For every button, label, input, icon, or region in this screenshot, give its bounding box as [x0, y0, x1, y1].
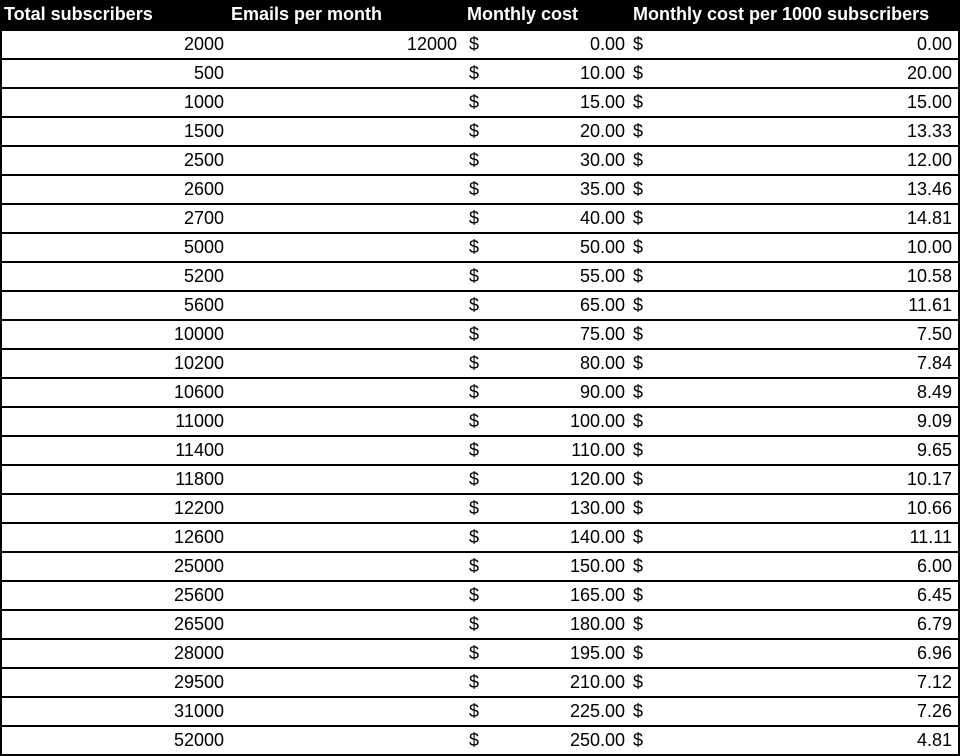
cell-monthly-cost: 150.00	[569, 556, 625, 576]
cell-total-subscribers: 12600	[173, 527, 224, 547]
cell-cost-per-1000: 8.49	[916, 382, 952, 402]
cell-monthly-cost: 40.00	[579, 208, 625, 228]
table-row	[2, 377, 958, 406]
cell-cost-per-1000-currency: $	[633, 208, 644, 228]
cell-cost-per-1000-currency: $	[633, 614, 644, 634]
cell-total-subscribers: 1000	[183, 92, 224, 112]
cell-total-subscribers: 2700	[183, 208, 224, 228]
table-row	[2, 725, 958, 756]
cell-cost-per-1000: 0.00	[916, 34, 952, 54]
cell-monthly-cost: 55.00	[579, 266, 625, 286]
cell-total-subscribers: 10200	[173, 353, 224, 373]
cell-cost-per-1000: 7.26	[916, 701, 952, 721]
cell-cost-per-1000-currency: $	[633, 353, 644, 373]
cell-monthly-cost: 225.00	[569, 701, 625, 721]
cell-monthly-cost: 130.00	[569, 498, 625, 518]
cell-monthly-cost: 0.00	[589, 34, 625, 54]
table-row	[2, 319, 958, 348]
cell-cost-per-1000: 7.12	[916, 672, 952, 692]
table-row	[2, 435, 958, 464]
cell-monthly-cost-currency: $	[469, 643, 480, 663]
cell-monthly-cost-currency: $	[469, 411, 480, 431]
cell-cost-per-1000: 13.46	[906, 179, 952, 199]
cell-monthly-cost-currency: $	[469, 701, 480, 721]
cell-cost-per-1000: 12.00	[906, 150, 952, 170]
table-row	[2, 348, 958, 377]
cell-total-subscribers: 5600	[183, 295, 224, 315]
cell-cost-per-1000: 10.00	[906, 237, 952, 257]
cell-total-subscribers: 2500	[183, 150, 224, 170]
cell-cost-per-1000: 11.61	[908, 295, 952, 315]
cell-total-subscribers: 10000	[173, 324, 224, 344]
cell-monthly-cost-currency: $	[469, 382, 480, 402]
table-row	[2, 29, 958, 58]
cell-monthly-cost-currency: $	[469, 179, 480, 199]
cell-monthly-cost: 250.00	[569, 730, 625, 750]
cell-total-subscribers: 5200	[183, 266, 224, 286]
cell-monthly-cost-currency: $	[469, 585, 480, 605]
cell-total-subscribers: 12200	[173, 498, 224, 518]
cell-cost-per-1000-currency: $	[633, 150, 644, 170]
cell-total-subscribers: 11800	[175, 469, 224, 489]
cell-cost-per-1000-currency: $	[633, 382, 644, 402]
table-row	[2, 493, 958, 522]
table-row	[2, 580, 958, 609]
cell-total-subscribers: 28000	[173, 643, 224, 663]
cell-cost-per-1000-currency: $	[633, 730, 644, 750]
header-total-subscribers: Total subscribers	[4, 4, 153, 24]
cell-total-subscribers: 5000	[183, 237, 224, 257]
cell-cost-per-1000-currency: $	[633, 643, 644, 663]
cell-monthly-cost: 180.00	[569, 614, 625, 634]
cell-monthly-cost: 30.00	[579, 150, 625, 170]
cell-monthly-cost-currency: $	[469, 353, 480, 373]
cell-total-subscribers: 25000	[173, 556, 224, 576]
cell-total-subscribers: 25600	[173, 585, 224, 605]
cell-monthly-cost-currency: $	[469, 672, 480, 692]
table-row	[2, 116, 958, 145]
cell-cost-per-1000-currency: $	[633, 324, 644, 344]
cell-monthly-cost: 10.00	[579, 63, 625, 83]
header-monthly-cost: Monthly cost	[467, 4, 578, 24]
cell-cost-per-1000: 10.66	[906, 498, 952, 518]
cell-total-subscribers: 1500	[183, 121, 224, 141]
cell-monthly-cost: 210.00	[569, 672, 625, 692]
cell-cost-per-1000: 6.96	[916, 643, 952, 663]
table-row	[2, 145, 958, 174]
table-row	[2, 696, 958, 725]
cell-cost-per-1000-currency: $	[633, 92, 644, 112]
header-monthly-cost-per-1000: Monthly cost per 1000 subscribers	[633, 4, 930, 24]
cell-total-subscribers: 29500	[173, 672, 224, 692]
cell-monthly-cost: 50.00	[579, 237, 625, 257]
cell-monthly-cost-currency: $	[469, 34, 480, 54]
cell-monthly-cost: 80.00	[579, 353, 625, 373]
cell-cost-per-1000: 7.84	[916, 353, 952, 373]
cell-cost-per-1000-currency: $	[633, 295, 644, 315]
cell-monthly-cost-currency: $	[469, 614, 480, 634]
cell-cost-per-1000: 10.58	[906, 266, 952, 286]
table-row	[2, 551, 958, 580]
table-row	[2, 667, 958, 696]
cell-monthly-cost-currency: $	[469, 295, 480, 315]
cell-monthly-cost-currency: $	[469, 440, 480, 460]
cell-cost-per-1000-currency: $	[633, 411, 644, 431]
table-row	[2, 406, 958, 435]
cell-monthly-cost: 20.00	[579, 121, 625, 141]
cell-cost-per-1000: 10.17	[906, 469, 952, 489]
cell-monthly-cost: 65.00	[579, 295, 625, 315]
cell-monthly-cost-currency: $	[469, 150, 480, 170]
cell-cost-per-1000-currency: $	[633, 34, 644, 54]
cell-monthly-cost: 120.00	[569, 469, 625, 489]
cell-cost-per-1000-currency: $	[633, 701, 644, 721]
cell-total-subscribers: 52000	[173, 730, 224, 750]
cell-monthly-cost-currency: $	[469, 498, 480, 518]
cell-monthly-cost-currency: $	[469, 324, 480, 344]
cell-cost-per-1000: 14.81	[906, 208, 952, 228]
cell-cost-per-1000: 6.79	[916, 614, 952, 634]
cell-monthly-cost-currency: $	[469, 208, 480, 228]
cell-monthly-cost-currency: $	[469, 469, 480, 489]
cell-cost-per-1000: 20.00	[906, 63, 952, 83]
cell-cost-per-1000-currency: $	[633, 556, 644, 576]
cell-cost-per-1000: 9.65	[916, 440, 952, 460]
cell-total-subscribers: 2600	[183, 179, 224, 199]
cell-cost-per-1000: 4.81	[916, 730, 952, 750]
cell-cost-per-1000: 6.45	[916, 585, 952, 605]
table-header-row	[0, 0, 960, 29]
cell-total-subscribers: 11400	[175, 440, 224, 460]
table-row	[2, 174, 958, 203]
table-row	[2, 232, 958, 261]
cell-monthly-cost: 75.00	[579, 324, 625, 344]
cell-monthly-cost-currency: $	[469, 121, 480, 141]
cell-cost-per-1000-currency: $	[633, 672, 644, 692]
cell-monthly-cost-currency: $	[469, 730, 480, 750]
cell-monthly-cost-currency: $	[469, 63, 480, 83]
table-row	[2, 203, 958, 232]
cell-monthly-cost: 140.00	[569, 527, 625, 547]
cell-monthly-cost-currency: $	[469, 92, 480, 112]
cell-monthly-cost: 35.00	[579, 179, 625, 199]
cell-total-subscribers: 11000	[175, 411, 224, 431]
table-row	[2, 87, 958, 116]
cell-cost-per-1000: 15.00	[906, 92, 952, 112]
cell-cost-per-1000-currency: $	[633, 63, 644, 83]
table-row	[2, 464, 958, 493]
cell-monthly-cost-currency: $	[469, 266, 480, 286]
cell-cost-per-1000-currency: $	[633, 498, 644, 518]
cell-cost-per-1000: 9.09	[916, 411, 952, 431]
cell-monthly-cost: 110.00	[571, 440, 625, 460]
cell-total-subscribers: 500	[193, 63, 224, 83]
cell-cost-per-1000-currency: $	[633, 121, 644, 141]
cell-monthly-cost: 15.00	[579, 92, 625, 112]
cell-total-subscribers: 2000	[183, 34, 224, 54]
cell-monthly-cost-currency: $	[469, 527, 480, 547]
table-row	[2, 58, 958, 87]
cell-total-subscribers: 26500	[173, 614, 224, 634]
cell-cost-per-1000: 7.50	[916, 324, 952, 344]
header-emails-per-month: Emails per month	[231, 4, 383, 24]
cell-monthly-cost: 100.00	[569, 411, 625, 431]
cell-total-subscribers: 31000	[173, 701, 224, 721]
table-row	[2, 261, 958, 290]
cell-monthly-cost: 195.00	[569, 643, 625, 663]
cell-total-subscribers: 10600	[173, 382, 224, 402]
table-body	[0, 29, 960, 756]
cell-cost-per-1000: 11.11	[909, 527, 952, 547]
cell-cost-per-1000-currency: $	[633, 266, 644, 286]
cell-cost-per-1000-currency: $	[633, 440, 644, 460]
cell-emails-per-month: 12000	[406, 34, 457, 54]
cell-monthly-cost-currency: $	[469, 556, 480, 576]
table-row	[2, 638, 958, 667]
cell-monthly-cost: 90.00	[579, 382, 625, 402]
cell-cost-per-1000-currency: $	[633, 179, 644, 199]
table-row	[2, 609, 958, 638]
table-row	[2, 290, 958, 319]
cell-cost-per-1000-currency: $	[633, 237, 644, 257]
table-row	[2, 522, 958, 551]
cell-cost-per-1000: 6.00	[916, 556, 952, 576]
cell-monthly-cost-currency: $	[469, 237, 480, 257]
cell-monthly-cost: 165.00	[569, 585, 625, 605]
cell-cost-per-1000-currency: $	[633, 585, 644, 605]
cell-cost-per-1000: 13.33	[906, 121, 952, 141]
cell-cost-per-1000-currency: $	[633, 469, 644, 489]
cell-cost-per-1000-currency: $	[633, 527, 644, 547]
